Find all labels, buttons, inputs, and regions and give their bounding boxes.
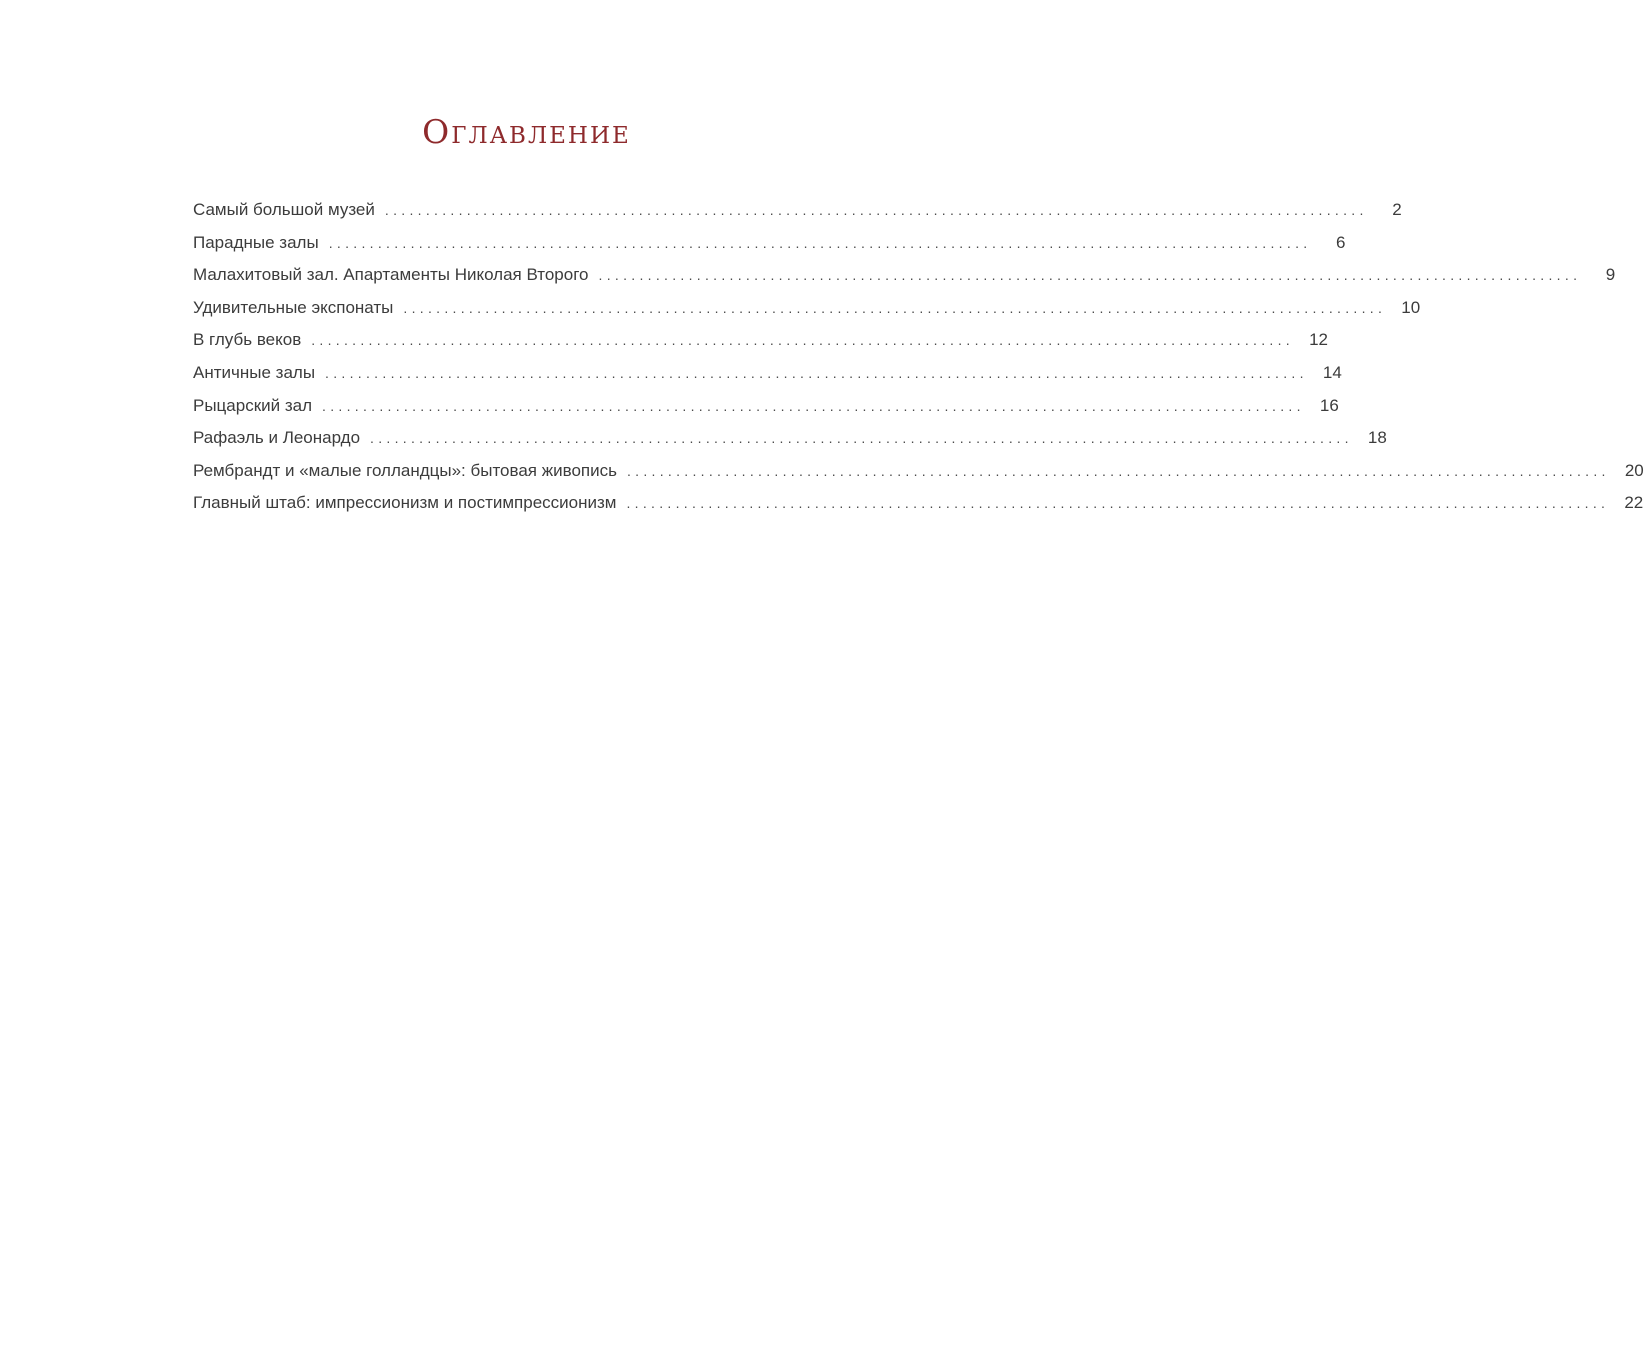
toc-entry-page: 6 (1335, 232, 1346, 252)
toc-entry-label: Главный штаб: импрессионизм и постимпрессионизм (193, 493, 617, 513)
toc-entry-page: 16 (1319, 395, 1339, 415)
toc-entry[interactable] (193, 390, 1339, 423)
toc-entry[interactable] (193, 357, 1342, 390)
dot-leader: ........................................................................................................................ (311, 332, 1294, 349)
dot-leader: ........................................................................................................................ (322, 397, 1305, 414)
toc-entry[interactable] (193, 487, 1644, 520)
toc-entry[interactable] (193, 194, 1402, 227)
toc-entry-label: Античные залы (193, 362, 316, 382)
dot-leader: ........................................................................................................................ (598, 267, 1582, 284)
toc-entry[interactable] (193, 227, 1346, 260)
toc-entry-label: Рыцарский зал (193, 395, 313, 415)
dot-leader: ........................................................................................................................ (403, 299, 1387, 316)
toc-entry[interactable] (193, 422, 1387, 455)
dot-leader: ........................................................................................................................ (626, 495, 1610, 512)
toc-entry-page: 14 (1322, 362, 1342, 382)
toc-entry-label: Рембрандт и «малые голландцы»: бытовая живопись (193, 460, 617, 480)
dot-leader: ........................................................................................................................ (626, 462, 1610, 479)
page-title: Оглавление (422, 112, 631, 151)
toc-entry-label: Самый большой музей (193, 200, 375, 219)
toc-entry-label: Удивительные экспонаты (193, 297, 394, 317)
dot-leader: ........................................................................................................................ (370, 430, 1353, 447)
dot-leader: ........................................................................................................................ (384, 202, 1368, 218)
toc-entry-label: Рафаэль и Леонардо (193, 428, 361, 448)
dot-leader: ........................................................................................................................ (325, 364, 1308, 381)
toc-entry[interactable] (193, 324, 1328, 357)
toc-entry[interactable] (193, 259, 1616, 292)
toc-entry-page: 9 (1605, 265, 1616, 285)
toc-entry-page: 12 (1309, 330, 1328, 350)
toc-entry-label: Малахитовый зал. Апартаменты Николая Второго (193, 265, 589, 285)
dot-leader: ........................................................................................................................ (328, 234, 1312, 251)
toc-entry-page: 20 (1624, 460, 1644, 480)
toc-entry-page: 22 (1624, 493, 1644, 513)
table-of-contents (193, 194, 1644, 520)
toc-entry-label: В глубь веков (193, 330, 302, 350)
toc-entry[interactable] (193, 455, 1644, 488)
toc-entry-page: 2 (1392, 200, 1402, 219)
toc-entry-page: 10 (1401, 297, 1421, 317)
toc-entry-page: 18 (1367, 428, 1387, 448)
toc-entry[interactable] (193, 292, 1421, 325)
toc-entry-label: Парадные залы (193, 232, 319, 252)
